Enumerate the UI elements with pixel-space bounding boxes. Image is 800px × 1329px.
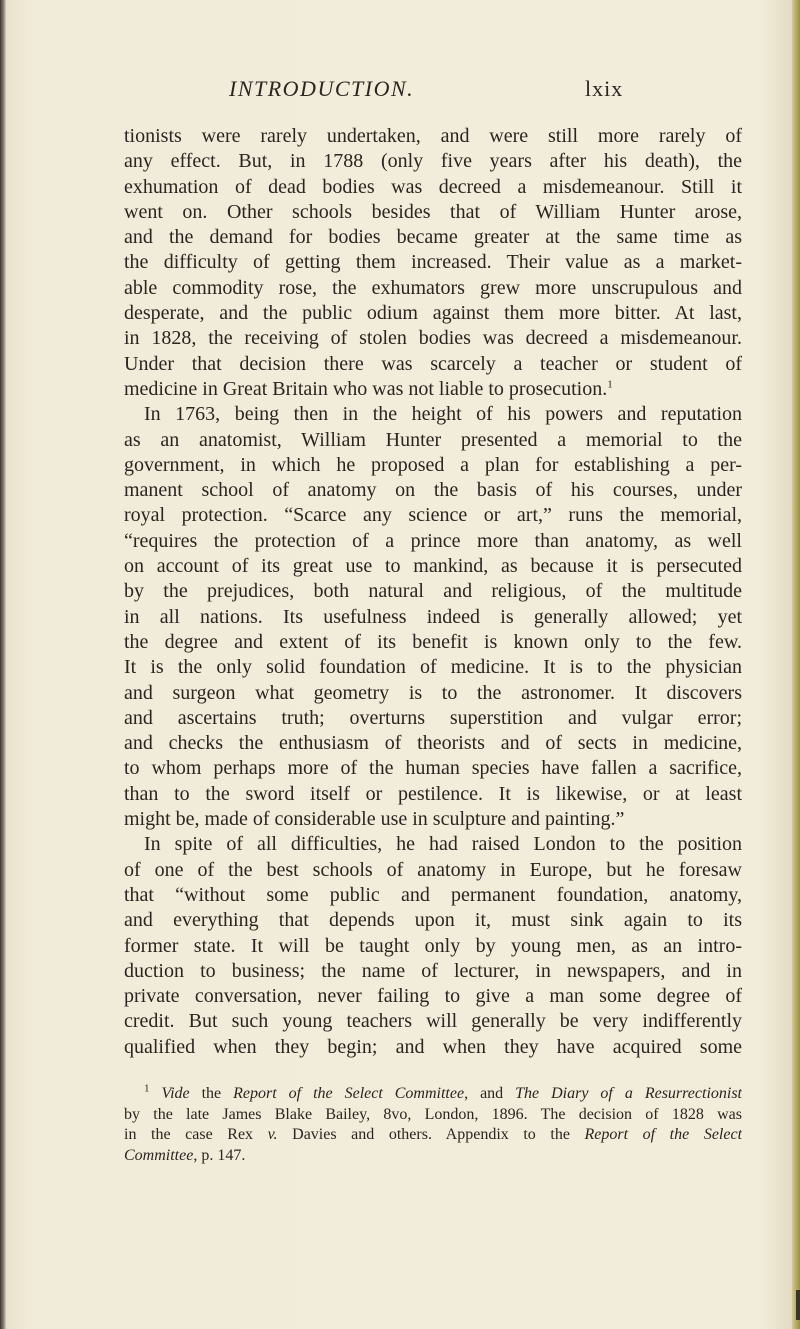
text-line: on account of its great use to mankind, as because it is persecuted xyxy=(124,555,742,578)
footnote-line xyxy=(124,1084,742,1105)
text-line: tionists were rarely undertaken, and were still more rarely of xyxy=(124,125,742,147)
text-line: than to the sword itself or pestilence. It is likewise, or at least xyxy=(124,782,742,805)
footnote-title-report: Committee xyxy=(124,1146,194,1164)
text-line: It is the only solid foundation of medicine. It is to the physician xyxy=(124,656,742,679)
footnote-marker: 1 xyxy=(144,1084,150,1095)
text-line: royal protection. “Scarce any science or art,” runs the memorial, xyxy=(124,504,742,527)
text-line: exhumation of dead bodies was decreed a misdemeanour. Still it xyxy=(124,175,742,198)
footnote-text: in the case Rex xyxy=(124,1126,268,1143)
text-line-with-footnote xyxy=(124,377,742,402)
text-line: in all nations. Its usefulness indeed is generally allowed; yet xyxy=(124,605,742,628)
page-number: lxix xyxy=(585,76,624,101)
footnote-reference: 1 xyxy=(607,378,613,391)
footnote-text: the xyxy=(189,1085,234,1102)
text-line: duction to business; the name of lecturer, in newspapers, and in xyxy=(124,959,742,982)
text-line: and checks the enthusiasm of theorists and of sects in medicine, xyxy=(124,732,742,755)
text-line: Under that decision there was scarcely a teacher or student of xyxy=(124,352,742,375)
footnote-text: , and xyxy=(464,1085,516,1102)
footnote-title-report: Report of the Select Committee xyxy=(233,1085,465,1102)
running-head: INTRODUCTION. xyxy=(229,76,415,101)
text-line: the difficulty of getting them increased. Their value as a market- xyxy=(124,251,742,274)
footnote xyxy=(124,1084,742,1166)
body-text xyxy=(124,124,742,1060)
footnote-title-report: Report of the Select xyxy=(584,1126,742,1143)
footnote-text: Davies and others. Appendix to the xyxy=(277,1126,585,1143)
text-line: former state. It will be taught only by young men, as an intro- xyxy=(124,934,742,957)
footnote-line xyxy=(124,1125,742,1146)
footnote-title-diary: The Diary of a Resurrectionist xyxy=(515,1085,742,1102)
footnote-text: , p. 147. xyxy=(193,1146,246,1164)
text-line: and ascertains truth; overturns superstition and vulgar error; xyxy=(124,706,742,729)
text-line: to whom perhaps more of the human species have fallen a sacrifice, xyxy=(124,757,742,780)
text-line: desperate, and the public odium against them more bitter. At last, xyxy=(124,302,742,325)
page-header xyxy=(0,76,800,106)
text-line: as an anatomist, William Hunter presented a memorial to the xyxy=(124,428,742,451)
text-line: by the prejudices, both natural and religious, of the multitude xyxy=(124,580,742,603)
text-line: In spite of all difficulties, he had raised London to the position xyxy=(144,833,742,856)
footnote-vide: Vide xyxy=(161,1085,190,1102)
text-line: In 1763, being then in the height of his powers and reputation xyxy=(144,403,742,426)
text-line: private conversation, never failing to give a man some degree of xyxy=(124,985,742,1008)
text-line: in 1828, the receiving of stolen bodies was decreed a misdemeanour. xyxy=(124,327,742,350)
text-line: the degree and extent of its benefit is known only to the few. xyxy=(124,630,742,653)
text-line: that “without some public and permanent foundation, anatomy, xyxy=(124,883,742,906)
text-line: and everything that depends upon it, must sink again to its xyxy=(124,909,742,932)
text-line: “requires the protection of a prince more than anatomy, as well xyxy=(124,529,742,552)
footnote-line: by the late James Blake Bailey, 8vo, London, 1896. The decision of 1828 was xyxy=(124,1105,742,1123)
page-right-edge xyxy=(792,0,800,1329)
text-line-content: medicine in Great Britain who was not liable to prosecution. xyxy=(124,377,608,400)
footnote-versus: v. xyxy=(267,1126,278,1143)
page-edge-mark xyxy=(796,1290,800,1320)
page-left-edge-shadow xyxy=(0,0,6,1329)
text-line: able commodity rose, the exhumators grew more unscrupulous and xyxy=(124,276,742,299)
text-line: went on. Other schools besides that of William Hunter arose, xyxy=(124,200,742,223)
text-line: government, in which he proposed a plan for establishing a per- xyxy=(124,453,742,476)
text-line: might be, made of considerable use in sculpture and painting.” xyxy=(124,808,625,831)
text-line: of one of the best schools of anatomy in Europe, but he foresaw xyxy=(124,858,742,881)
text-line: qualified when they begin; and when they have acquired some xyxy=(124,1035,742,1058)
text-line: manent school of anatomy on the basis of his courses, under xyxy=(124,479,742,502)
text-line: credit. But such young teachers will generally be very indifferently xyxy=(124,1010,742,1033)
text-line: and the demand for bodies became greater at the same time as xyxy=(124,226,742,249)
text-line: any effect. But, in 1788 (only five years after his death), the xyxy=(124,150,742,173)
text-line: and surgeon what geometry is to the astronomer. It discovers xyxy=(124,681,742,704)
footnote-line xyxy=(124,1146,742,1167)
